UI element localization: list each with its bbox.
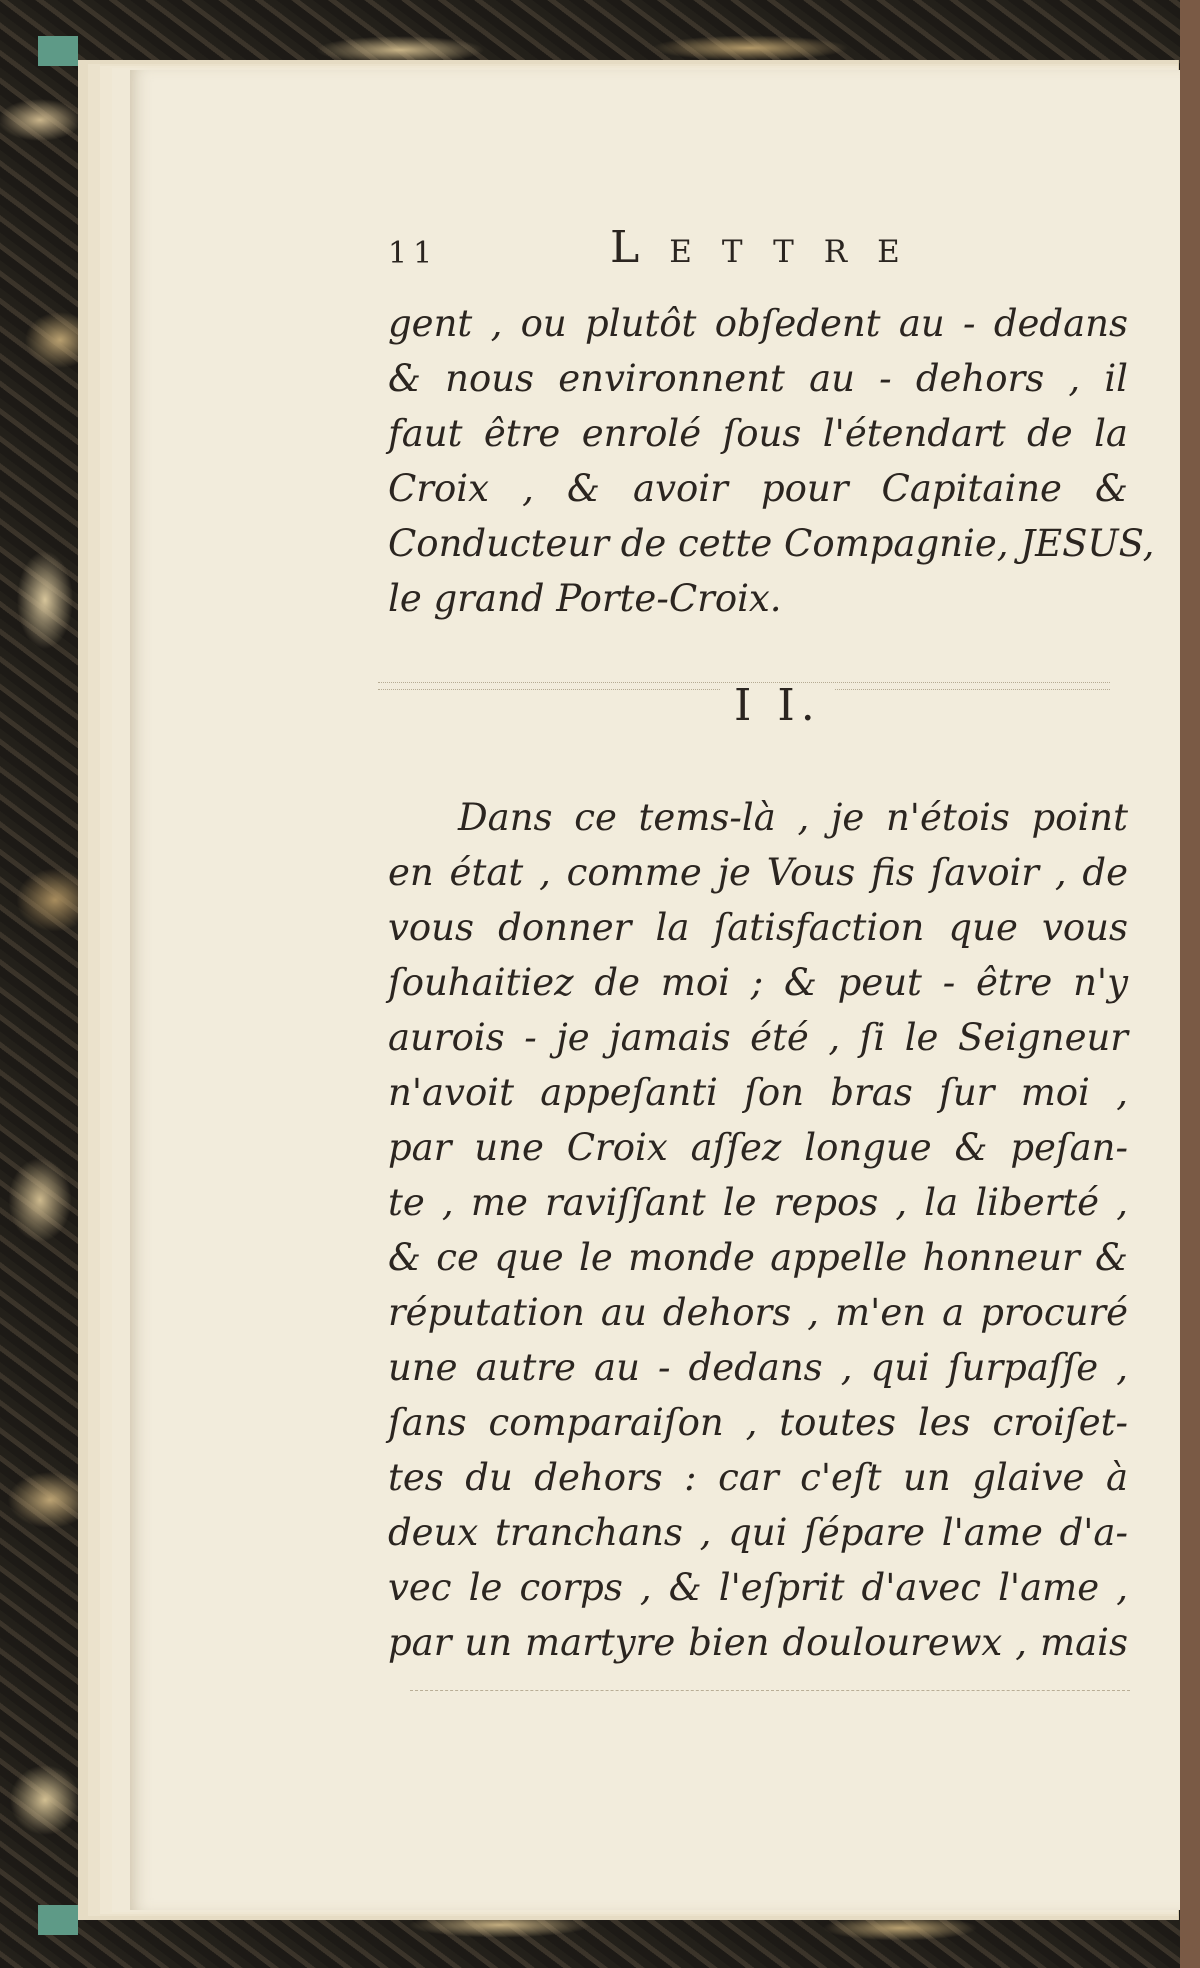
text-line: aurois - je jamais été , ſi le Seigneur (388, 1016, 1128, 1059)
paragraph-section-two (388, 790, 1128, 1670)
text-line: réputation au dehors , m'en a procuré (388, 1291, 1128, 1334)
board-corner-bottom (38, 1905, 78, 1935)
text-line: tes du dehors : car c'eſt un glaive à (388, 1456, 1128, 1499)
text-line: Croix , & avoir pour Capitaine & (388, 467, 1128, 510)
text-line: Conducteur de cette Compagnie, JESUS, (388, 522, 1155, 565)
paragraph-continued (388, 296, 1155, 626)
text-line: faut être enrolé ſous l'étendart de la (388, 412, 1128, 455)
text-line: vous donner la ſatisfaction que vous (388, 906, 1128, 949)
text-line: ſouhaitiez de moi ; & peut - être n'y (388, 961, 1128, 1004)
board-corner-top (38, 36, 78, 66)
text-line: deux tranchans , qui ſépare l'ame d'a- (388, 1511, 1128, 1554)
text-line: en état , comme je Vous fis ſavoir , de (388, 851, 1128, 894)
text-line: & nous environnent au - dehors , il (388, 357, 1128, 400)
running-title: Lettre (610, 222, 930, 273)
text-line: ſans comparaiſon , toutes les croiſet- (388, 1401, 1128, 1444)
text-line: le grand Porte-Croix. (388, 577, 782, 620)
text-line: par une Croix aſſez longue & peſan- (388, 1126, 1128, 1169)
text-line: n'avoit appeſanti ſon bras ſur moi , (388, 1071, 1128, 1114)
section-number: I I. (720, 684, 835, 728)
text-line: par un martyre bien doulourewx , mais (388, 1621, 1128, 1664)
text-line: te , me raviſſant le repos , la liberté , (388, 1181, 1128, 1224)
book-spine-edge (1180, 0, 1200, 1968)
page-header (388, 222, 1128, 282)
text-line: vec le corps , & l'eſprit d'avec l'ame , (388, 1566, 1128, 1609)
text-line: une autre au - dedans , qui ſurpaſſe , (388, 1346, 1128, 1389)
text-line: & ce que le monde appelle honneur & (388, 1236, 1128, 1279)
text-line: gent , ou plutôt obſedent au - dedans (388, 302, 1128, 345)
page-number: 11 (388, 236, 439, 271)
catchword-underline (410, 1690, 1130, 1691)
text-line: Dans ce tems-là , je n'étois point (458, 796, 1128, 839)
